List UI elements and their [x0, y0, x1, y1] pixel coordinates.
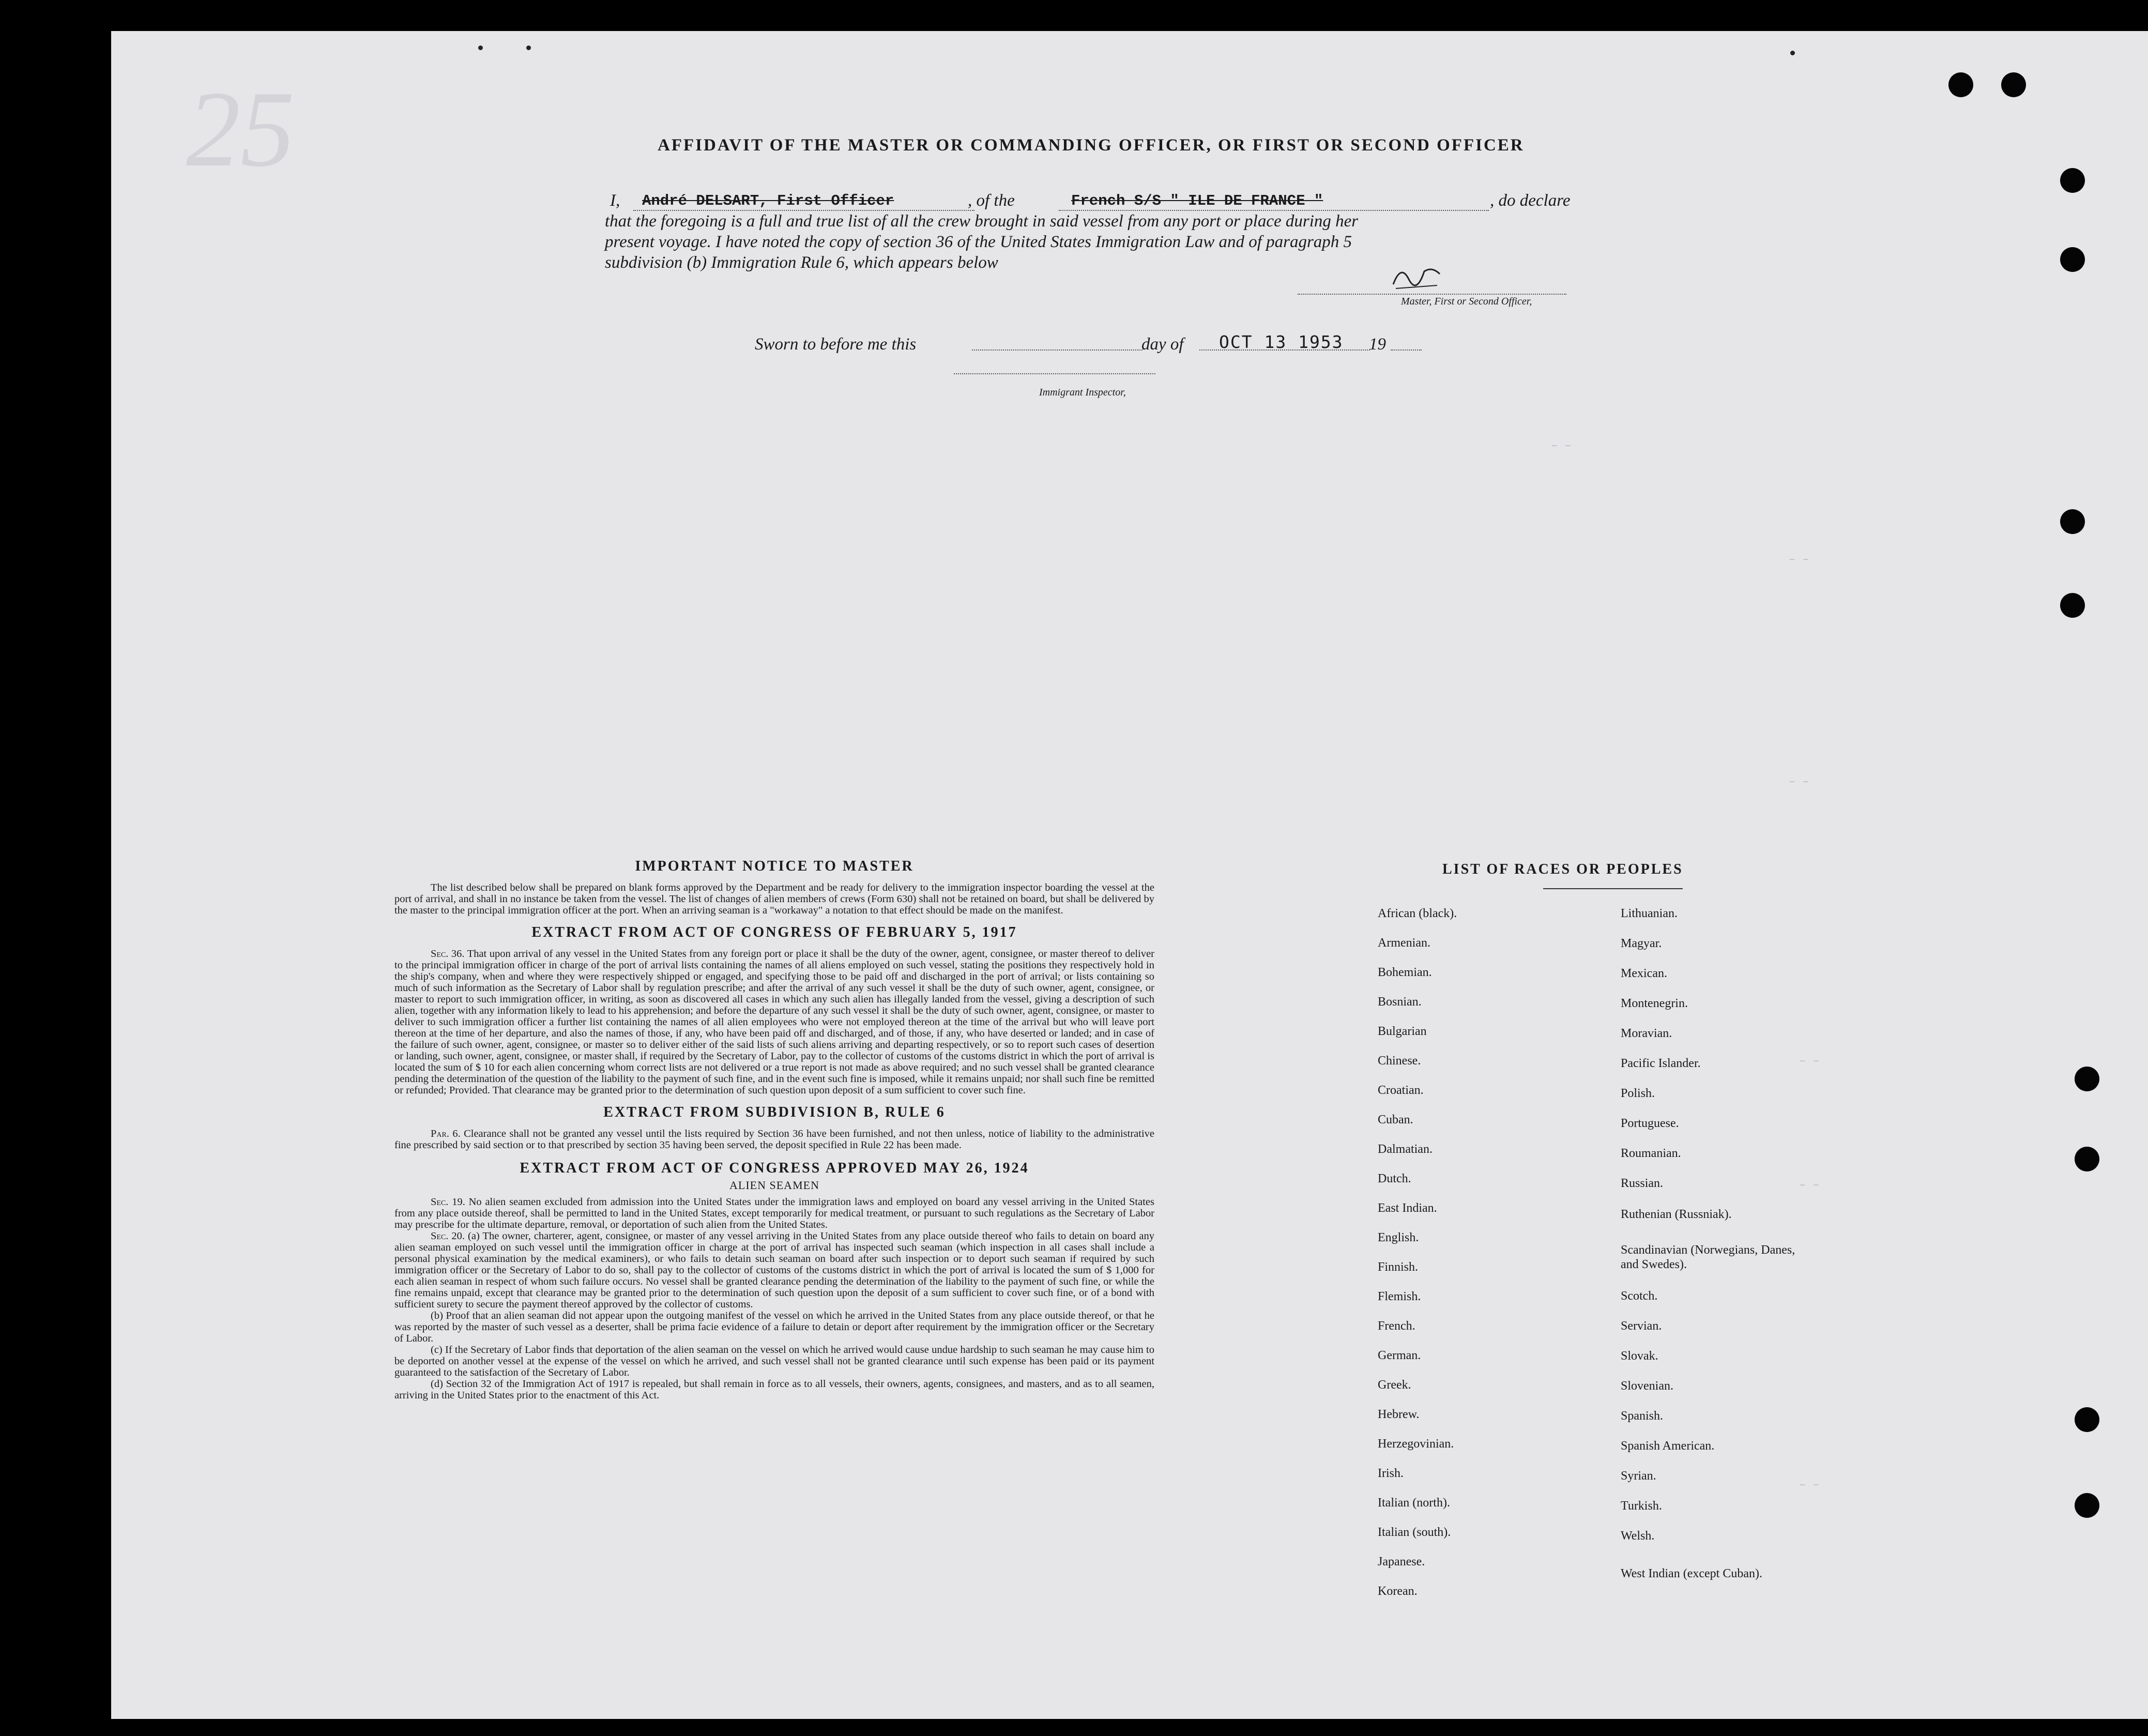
legal-extracts-column: [394, 858, 1154, 1401]
vessel-name: French S/S " ILE DE FRANCE ": [1071, 192, 1323, 209]
race-item: Herzegovinian.: [1378, 1437, 1454, 1451]
sec20-label: Sec. 20.: [431, 1230, 465, 1242]
binder-hole: [2060, 509, 2085, 534]
race-item: Polish.: [1621, 1087, 1655, 1100]
speck: [478, 45, 483, 50]
word-i: I,: [610, 191, 620, 210]
sec20a-text: (a) The owner, charterer, agent, consignee, or master of any vessel arriving in the United States from any place outside thereof who fails to detain on board any alien seaman employed on such vessel until the immigration officer in charge at the port of arrival has inspected such seaman (which inspection in all cases shall include a personal physical examination by the medical examiners), or who fails to detain such seaman on board after such inspection or to deport such seaman if required by such immigration officer or the Secretary of Labor to do so, shall pay to the collector of customs of the customs district in which the port of arrival is located the sum of $ 1,000 for each alien seaman in respect of whom such failure occurs. No vessel shall be granted clearance pending the determination of the liability to the payment of such fine, or while the fine remains unpaid, except that clearance may be granted prior to the determination of such question upon the deposit of a sum sufficient to cover such fine, or of a bond with sufficient surety to secure the payment thereof approved by the collector of customs.: [394, 1230, 1155, 1310]
race-item: Japanese.: [1378, 1555, 1425, 1569]
sec19-label: Sec. 19.: [431, 1196, 465, 1208]
race-item: Italian (north).: [1378, 1496, 1450, 1510]
sec19-text: No alien seamen excluded from admission into the United States under the immigration laws and employed on board any vessel arriving in the United States from any place outside thereof, shall be permitted to land in the United States, except temporarily for medical treatment, or pursuant to such regulations as the Secretary of Labor may prescribe for the ultimate departure, removal, or deportation of such alien from the United States.: [394, 1196, 1154, 1230]
binder-hole: [2060, 247, 2085, 272]
affidavit-line3: present voyage. I have noted the copy of section 36 of the United States Immigration Law and of paragraph 5: [605, 233, 1352, 251]
binder-hole: [2075, 1407, 2099, 1432]
race-item: African (black).: [1378, 907, 1457, 920]
year-prefix: 19: [1369, 335, 1386, 354]
signature-caption: Master, First or Second Officer,: [1401, 296, 1532, 307]
speck: [1790, 51, 1795, 55]
extract-1917-title: EXTRACT FROM ACT OF CONGRESS OF FEBRUARY 5, 1917: [531, 924, 1017, 940]
binder-hole: [2075, 1493, 2099, 1518]
ghost-text: – –: [1799, 1479, 1820, 1491]
race-item: Welsh.: [1621, 1529, 1655, 1543]
race-item: Dalmatian.: [1378, 1143, 1433, 1156]
ghost-text: – –: [1789, 553, 1809, 566]
sec36-label: Sec. 36.: [431, 948, 465, 960]
extract-rule6-title: EXTRACT FROM SUBDIVISION B, RULE 6: [603, 1104, 946, 1120]
ghost-text: – –: [1799, 1055, 1820, 1068]
extract-rule6-body: [394, 1128, 1154, 1151]
sec20c-paragraph: (c) If the Secretary of Labor finds that deportation of the alien seaman on the vessel on which he arrived would cause undue hardship to such seaman he may cause him to be deported on another vessel at the expense of the vessel on which he arrived, and such vessel shall not be granted clearance until such expense has been paid or its payment guaranteed to the satisfaction of the Secretary of Labor.: [394, 1344, 1154, 1378]
race-item: Korean.: [1378, 1585, 1418, 1598]
ghost-text: – –: [1789, 775, 1809, 788]
race-item: Spanish.: [1621, 1409, 1664, 1423]
race-item: Ruthenian (Russniak).: [1621, 1208, 1732, 1221]
sec20a-paragraph: [394, 1230, 1154, 1310]
notice-body: The list described below shall be prepared on blank forms approved by the Department and be ready for delivery to the immigration inspector boarding the vessel at the port of arrival, and shall in no instance be taken from the vessel. The list of changes of alien members of crews (Form 630) shall not be retained on board, but shall be delivered by the master to the principal immigration officer at the port. When an arriving seaman is a "workaway" a notation to that effect should be made on the manifest.: [394, 882, 1154, 916]
par6-label: Par. 6.: [431, 1128, 461, 1139]
binder-hole: [2075, 1067, 2099, 1091]
race-item: Finnish.: [1378, 1260, 1419, 1274]
race-item: French.: [1378, 1319, 1415, 1333]
race-item: Mexican.: [1621, 967, 1667, 980]
races-title-rule: [1543, 888, 1683, 889]
race-item: English.: [1378, 1231, 1419, 1244]
binder-hole: [2060, 168, 2085, 193]
race-item: Spanish American.: [1621, 1439, 1715, 1453]
race-item: Bosnian.: [1378, 995, 1422, 1009]
speck: [526, 45, 531, 50]
ghost-text: – –: [1799, 1179, 1820, 1192]
races-title: LIST OF RACES OR PEOPLES: [1442, 861, 1683, 877]
race-item: Bulgarian: [1378, 1025, 1427, 1038]
signature-scribble: [1391, 258, 1442, 295]
binder-hole: [2075, 1147, 2099, 1171]
race-item: Slovenian.: [1621, 1379, 1673, 1393]
date-stamp: OCT 13 1953: [1219, 332, 1344, 352]
race-item: Croatian.: [1378, 1084, 1424, 1097]
race-item: Montenegrin.: [1621, 997, 1688, 1010]
race-item: Armenian.: [1378, 936, 1430, 950]
race-item: Hebrew.: [1378, 1408, 1420, 1421]
race-item: Magyar.: [1621, 937, 1662, 950]
inspector-caption: Immigrant Inspector,: [1039, 387, 1126, 398]
race-item: Lithuanian.: [1621, 907, 1678, 920]
affidavit-title: AFFIDAVIT OF THE MASTER OR COMMANDING OFFICER, OR FIRST OR SECOND OFFICER: [658, 136, 1525, 155]
officer-name: André DELSART, First Officer: [642, 192, 894, 209]
word-do-declare: , do declare: [1490, 191, 1571, 210]
race-item: Moravian.: [1621, 1027, 1672, 1040]
race-item: Dutch.: [1378, 1172, 1411, 1185]
race-item: Syrian.: [1621, 1469, 1656, 1483]
race-item: Servian.: [1621, 1319, 1662, 1333]
affidavit-line4: subdivision (b) Immigration Rule 6, which appears below: [605, 253, 998, 272]
race-item: Scandinavian (Norwegians, Danes, and Swedes).: [1621, 1243, 1795, 1271]
race-item: Greek.: [1378, 1378, 1411, 1392]
sec20d-paragraph: (d) Section 32 of the Immigration Act of 1917 is repealed, but shall remain in force as to all vessels, their owners, agents, consignees, and masters, and as to all seamen, arriving in the United States prior to the enactment of this Act.: [394, 1378, 1154, 1401]
affidavit-line2: that the foregoing is a full and true list of all the crew brought in said vessel from any port or place during her: [605, 212, 1359, 231]
race-item: Scotch.: [1621, 1289, 1658, 1303]
word-of-the: , of the: [968, 191, 1015, 210]
race-item: Turkish.: [1621, 1499, 1662, 1513]
race-item: Flemish.: [1378, 1290, 1421, 1303]
race-item: Cuban.: [1378, 1113, 1413, 1126]
race-item: Irish.: [1378, 1467, 1404, 1480]
binder-hole: [2001, 72, 2026, 97]
race-item: Roumanian.: [1621, 1147, 1681, 1160]
race-item: Slovak.: [1621, 1349, 1658, 1363]
ghost-text: – –: [1551, 439, 1572, 452]
race-item: Portuguese.: [1621, 1117, 1679, 1130]
extract-1917-body: [394, 948, 1154, 1096]
sec20b-paragraph: (b) Proof that an alien seaman did not appear upon the outgoing manifest of the vessel on which he arrived in the United States from any place outside thereof, or that he was reported by the master of such vessel as a deserter, shall be prima facie evidence of a failure to detain or deport after requirement by the immigration officer or the Secretary of Labor.: [394, 1310, 1154, 1344]
day-of-label: day of: [1141, 335, 1184, 354]
ghost-page-number: 25: [186, 69, 295, 189]
race-item: Bohemian.: [1378, 966, 1432, 979]
alien-seamen-subtitle: ALIEN SEAMEN: [729, 1179, 819, 1192]
race-item: Italian (south).: [1378, 1526, 1451, 1539]
notice-title: IMPORTANT NOTICE TO MASTER: [635, 858, 914, 874]
race-item: German.: [1378, 1349, 1421, 1362]
race-item: Chinese.: [1378, 1054, 1421, 1068]
race-item: East Indian.: [1378, 1201, 1437, 1215]
sec36-text: That upon arrival of any vessel in the United States from any foreign port or place it shall be the duty of the owner, agent, consignee, or master thereof to deliver to the principal immigration officer in charge of the port of arrival lists containing the names of all aliens employed on such vessel, stating the positions they respectively hold in the ship's company, when and where they were respectively shipped or engaged, and specifying those to be paid off and discharged in the port of arrival; or lists containing so much of such information as the Secretary of Labor shall by regulation prescribe; and after the arrival of any such vessel it shall be the duty of such owner, agent, consignee, or master to report to such immigration officer, in writing, as soon as discovered all cases in which any such alien has illegally landed from the vessel, giving a description of such alien, together with any information likely to lead to his apprehension; and before the departure of any such vessel it shall be the duty of such owner, agent, consignee, or master to deliver to such immigration officer a further list containing the names of all alien employees who were not employed thereon at the time of the arrival but who will leave port thereon at the time of her departure, and also the names of those, if any, who have been paid off and discharged, and of those, if any, who have deserted or landed; and in case of the failure of such owner, agent, consignee, or master so to deliver either of the said lists of such aliens arriving and departing respectively, or so to report such cases of desertion or landing, such owner, agent, consignee, or master shall, if required by the Secretary of Labor, pay to the collector of customs of the customs district in which the port of arrival is located the sum of $ 10 for each alien concerning whom correct lists are not delivered or a true report is not made as above required; and no such vessel shall be granted clearance pending the determination of the question of the liability to the payment of such fine, and in the event such fine is imposed, while it remains unpaid; nor shall such fine be remitted or refunded; Provided. That clearance may be granted prior to the determination of such question upon deposit of a sum sufficient to cover such fine.: [394, 948, 1155, 1096]
race-item: Pacific Islander.: [1621, 1057, 1701, 1070]
extract-1924-title: EXTRACT FROM ACT OF CONGRESS APPROVED MAY 26, 1924: [520, 1160, 1029, 1176]
binder-hole: [2060, 593, 2085, 618]
race-item: Russian.: [1621, 1177, 1664, 1190]
sworn-label: Sworn to before me this: [755, 335, 917, 354]
race-item: West Indian (except Cuban).: [1621, 1567, 1762, 1580]
par6-text: Clearance shall not be granted any vessel until the lists required by Section 36 have been furnished, and not then unless, notice of liability to the administrative fine prescribed by said section or to that prescribed by section 35 having been served, the deposit specified in Rule 22 has been made.: [394, 1128, 1154, 1151]
sec19-paragraph: [394, 1196, 1154, 1230]
binder-hole: [1948, 72, 1973, 97]
